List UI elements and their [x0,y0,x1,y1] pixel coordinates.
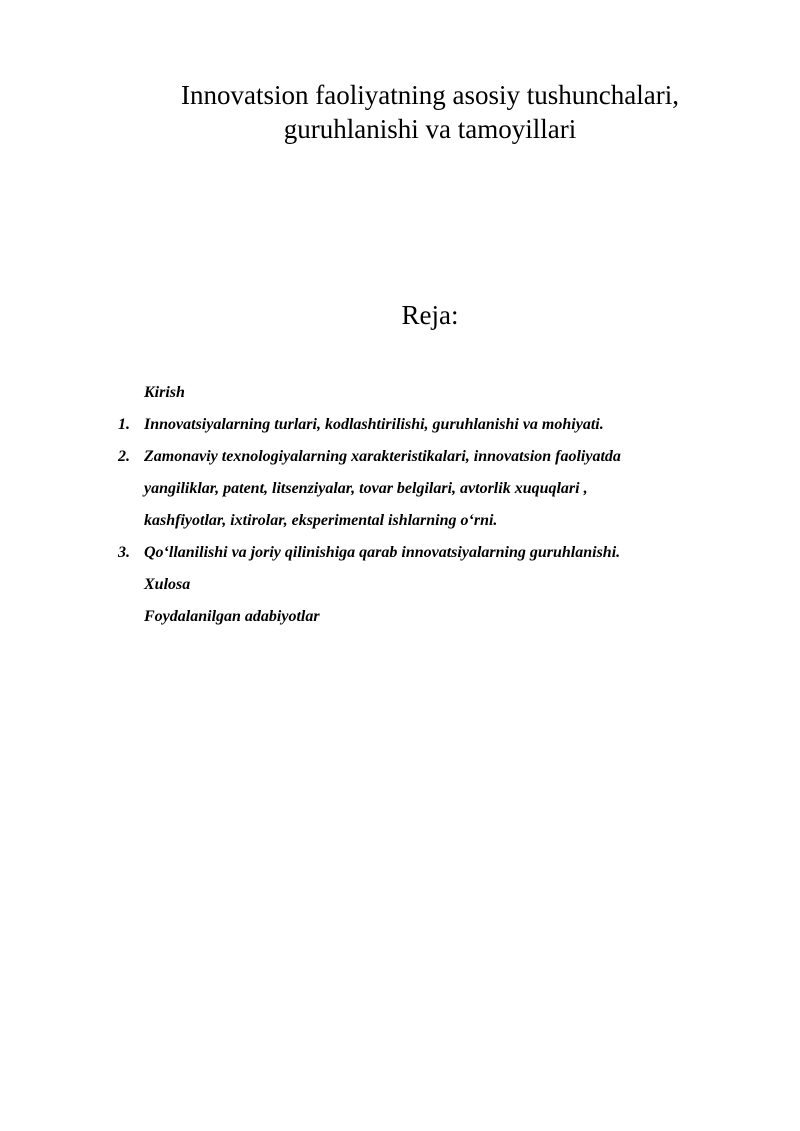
plan-item-number: 3. [118,544,130,561]
plan-item-text: Qo‘llanilishi va joriy qilinishiga qarab innovatsiyalarning guruhlanishi. [144,544,621,561]
plan-list [110,377,750,633]
plan-item-text: Zamonaviy texnologiyalarning xarakteristikalari, innovatsion faoliyatda [144,448,621,465]
plan-item-3 [110,537,750,569]
plan-item-references [110,601,750,633]
plan-item-number: 2. [118,448,130,465]
plan-item-number: 1. [118,416,130,433]
plan-item-introduction [110,377,750,409]
plan-item-text: Foydalanilgan adabiyotlar [144,608,320,625]
plan-item-text: Kirish [144,384,185,401]
plan-item-text: yangiliklar, patent, litsenziyalar, tovar belgilari, avtorlik xuquqlari , [144,480,588,497]
title-line: Innovatsion faoliyatning asosiy tushunchalari, [181,80,679,110]
plan-item-1 [110,409,750,441]
plan-item-text: Xulosa [144,576,191,593]
title-line: guruhlanishi va tamoyillari [283,114,577,144]
plan-item-2 [110,441,750,537]
plan-item-conclusion [110,569,750,601]
plan-item-text: kashfiyotlar, ixtirolar, eksperimental ishlarning o‘rni. [144,512,498,529]
plan-heading: Reja: [401,300,459,330]
document-title [140,78,720,146]
plan-item-text: Innovatsiyalarning turlari, kodlashtirilishi, guruhlanishi va mohiyati. [144,416,604,433]
